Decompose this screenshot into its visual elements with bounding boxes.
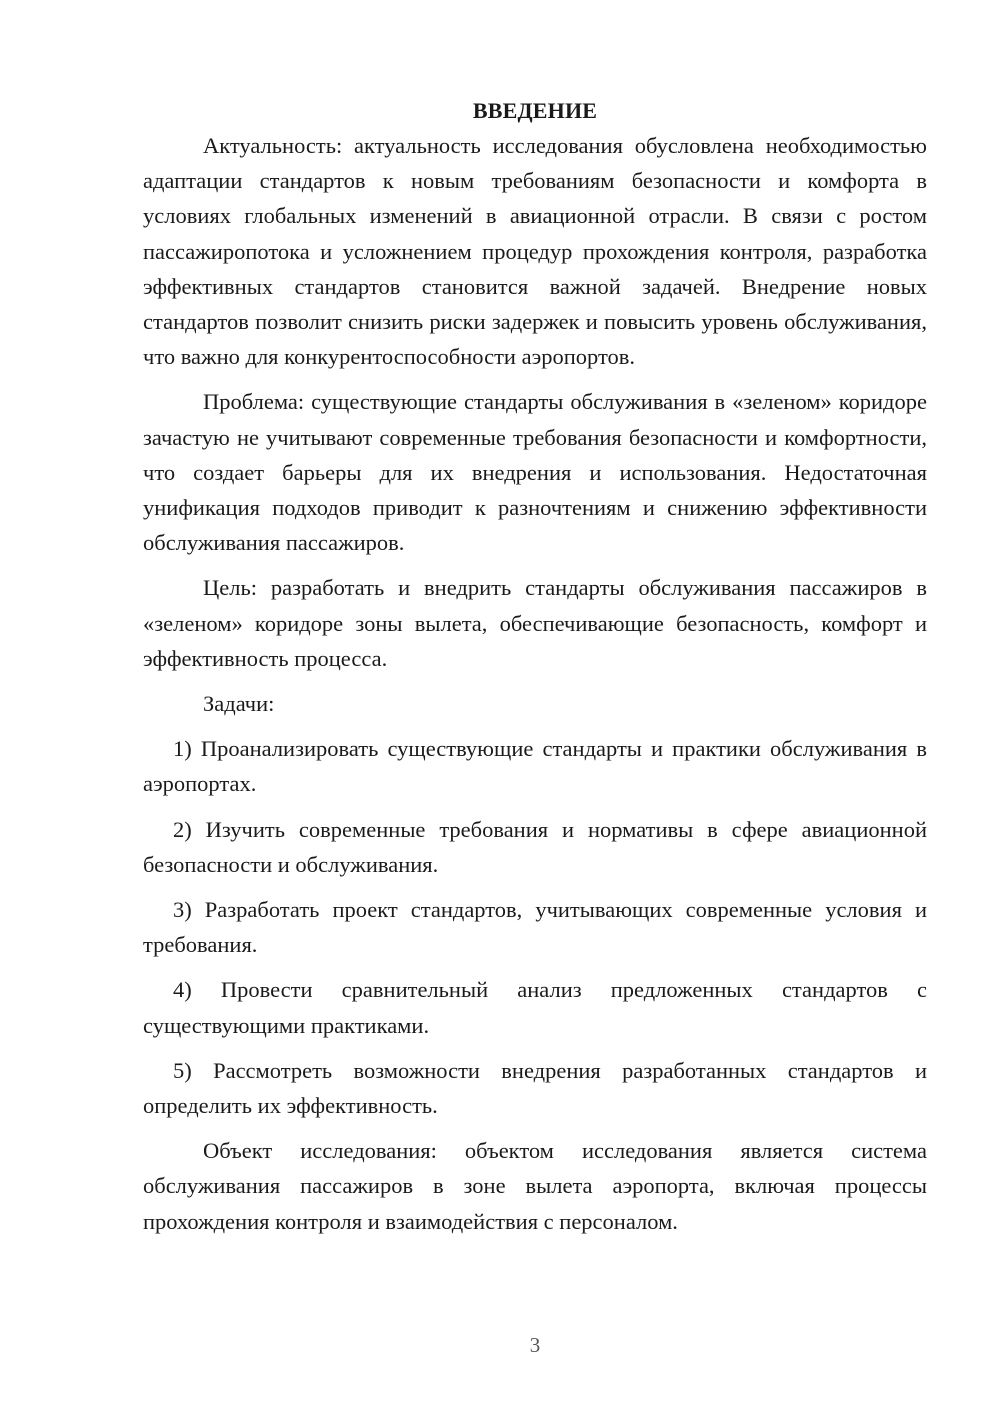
paragraph-gap [143, 676, 927, 686]
task-item-1: 1) Проанализировать существующие стандарты и практики обслуживания в аэропортах. [143, 736, 927, 797]
problem-paragraph: Проблема: существующие стандарты обслуживания в «зеленом» коридоре зачастую не учитывают современные требования безопасности и комфортности, что создает барьеры для их внедрения и использования. Недостаточная унификация подходов приводит к разночтениям и снижению эффективности обслуживания пассажиров. [143, 389, 927, 556]
task-item-5: 5) Рассмотреть возможности внедрения разработанных стандартов и определить их эффективность. [143, 1057, 927, 1119]
section-heading: ВВЕДЕНИЕ [472, 98, 598, 123]
paragraph-gap [143, 962, 927, 972]
page-number: 3 [529, 1333, 541, 1357]
task-item-4: 4) Провести сравнительный анализ предложенных стандартов с существующими практиками. [143, 977, 927, 1038]
paragraph-gap [143, 1123, 927, 1133]
paragraph-gap [143, 882, 927, 892]
document-page [143, 93, 927, 1239]
paragraph-gap [143, 721, 927, 731]
paragraph-gap [143, 802, 927, 812]
paragraph-gap [143, 560, 927, 570]
relevance-paragraph: Актуальность: актуальность исследования обусловлена необходимостью адаптации стандартов к новым требованиям безопасности и комфорта в условиях глобальных изменений в авиационной отрасли. В связи с ростом пассажиропотока и усложнением процедур прохождения контроля, разработка эффективных стандартов становится важной задачей. Внедрение новых стандартов позволит снизить риски задержек и повысить уровень обслуживания, что важно для конкурентоспособности аэропортов. [143, 133, 927, 370]
tasks-label: Задачи: [203, 691, 275, 717]
paragraph-gap [143, 374, 927, 384]
paragraph-gap [143, 1043, 927, 1053]
task-item-2: 2) Изучить современные требования и нормативы в сфере авиационной безопасности и обслуживания. [143, 816, 927, 877]
task-item-3: 3) Разработать проект стандартов, учитывающих современные условия и требования. [143, 897, 927, 958]
object-paragraph: Объект исследования: объектом исследования является система обслуживания пассажиров в зоне вылета аэропорта, включая процессы прохождения контроля и взаимодействия с персоналом. [143, 1138, 927, 1234]
goal-paragraph: Цель: разработать и внедрить стандарты обслуживания пассажиров в «зеленом» коридоре зоны вылета, обеспечивающие безопасность, комфорт и эффективность процесса. [143, 575, 927, 671]
